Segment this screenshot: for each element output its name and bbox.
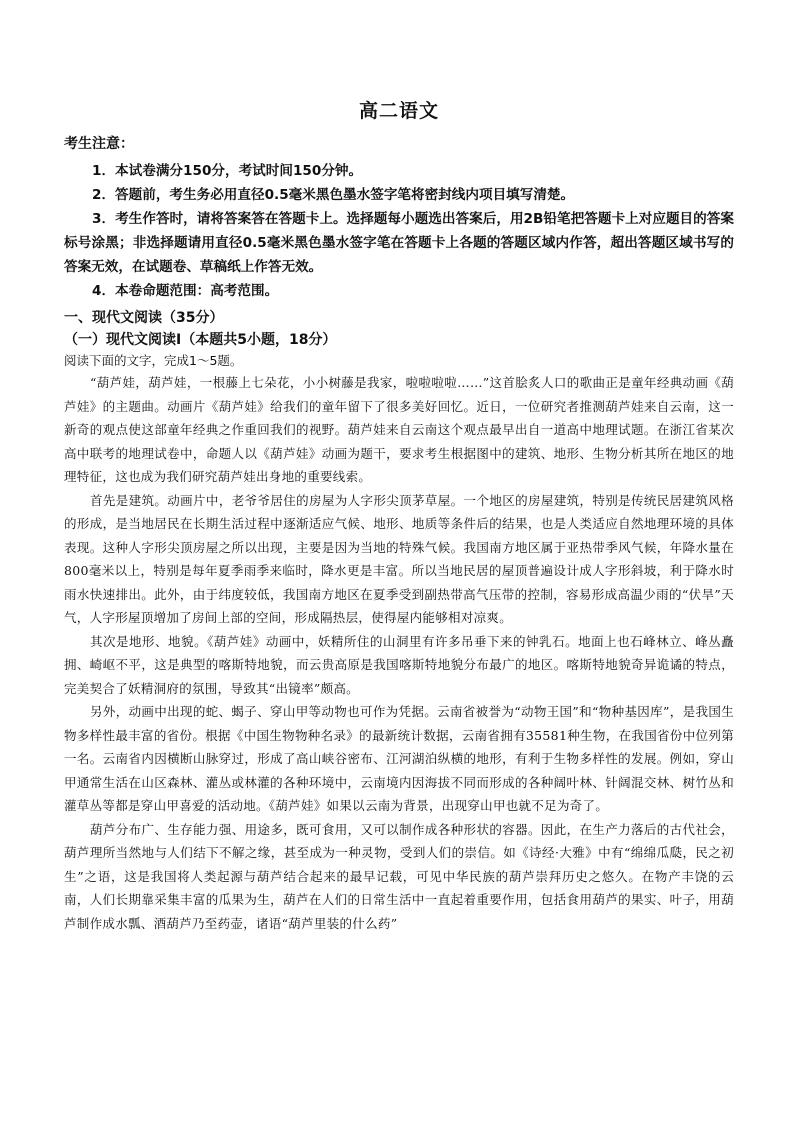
section-heading: 一、现代文阅读（35分） [64, 310, 224, 326]
notice-item: 1．本试卷满分150分，考试时间150分钟。 [92, 163, 363, 179]
passage-paragraph: “葫芦娃，葫芦娃，一根藤上七朵花，小小树藤是我家，啦啦啦啦……”这首脍炙人口的歌曲正是童年经典动画《葫芦娃》的主题曲。动画片《葫芦娃》给我们的童年留下了很多美好回忆。近日，一位研究者推测葫芦娃来自云南，这一新奇的观点使这部童年经典之作重回我们的视野。葫芦娃来自云南这个观点最早出自一道高中地理试题。在浙江省某次高中联考的地理试卷中，命题人以《葫芦娃》动画为题干，要求考生根据图中的建筑、地形、生物分析其所在地区的地理特征，这也成为我们研究葫芦娃出身地的重要线索。 [64, 375, 734, 484]
passage-paragraph: 另外，动画中出现的蛇、蝎子、穿山甲等动物也可作为凭据。云南省被誉为“动物王国”和“物种基因库”，是我国生物多样性最丰富的省份。根据《中国生物物种名录》的最新统计数据，云南省拥有35581种生物，在我国省份中位列第一名。云南省内因横断山脉穿过，形成了高山峡谷密布、江河湖泊纵横的地形，有利于生物多样性的发展。例如，穿山甲通常生活在山区森林、灌丛或林灌的各种环境中，云南境内因海拔不同而形成的各种阔叶林、针阔混交林、树竹丛和灌草丛等都是穿山甲喜爱的活动地。《葫芦娃》如果以云南为背景，出现穿山甲也就不足为奇了。 [64, 704, 734, 813]
passage-paragraph: 葫芦分布广、生存能力强、用途多，既可食用，又可以制作成各种形状的容器。因此，在生产力落后的古代社会，葫芦理所当然地与人们结下不解之缘，甚至成为一种灵物，受到人们的崇信。如《诗经·大雅》中有“绵绵瓜瓞，民之初生”之语，这是我国将人类起源与葫芦结合起来的最早记载，可见中华民族的葫芦崇拜历史之悠久。在物产丰饶的云南，人们长期靠采集丰富的瓜果为生，葫芦在人们的日常生活中一直起着重要作用，包括食用葫芦的果实、叶子，用葫芦制作成水瓢、酒葫芦乃至药壶，诸语“葫芦里装的什么药” [64, 821, 734, 931]
exam-page [64, 96, 734, 935]
notice-item: 3．考生作答时，请将答案答在答题卡上。选择题每小题选出答案后，用2B铅笔把答题卡上对应题目的答案标号涂黑；非选择题请用直径0.5毫米黑色墨水签字笔在答题卡上各题的答题区域内作答，超出答题区域书写的答案无效，在试题卷、草稿纸上作答无效。 [64, 211, 734, 275]
passage-paragraph: 其次是地形、地貌。《葫芦娃》动画中，妖精所住的山洞里有许多吊垂下来的钟乳石。地面上也石峰林立、峰丛矗拥、崎岖不平，这是典型的喀斯特地貌，而云贵高原是我国喀斯特地貌分布最广的地区。喀斯特地貌奇异诡谲的特点，完美契合了妖精洞府的氛围，导致其“出镜率”颇高。 [64, 633, 734, 696]
notice-heading: 考生注意： [64, 136, 134, 152]
subsection-heading: （一）现代文阅读Ⅰ（本题共5小题，18分） [64, 332, 337, 348]
notice-item: 4．本卷命题范围：高考范围。 [92, 283, 279, 299]
notice-item: 2．答题前，考生务必用直径0.5毫米黑色墨水签字笔将密封线内项目填写清楚。 [92, 187, 575, 203]
reading-passage [64, 371, 734, 935]
notice-list [64, 159, 734, 303]
page-title: 高二语文 [358, 100, 439, 122]
reading-instruction: 阅读下面的文字，完成1～5题。 [64, 353, 243, 368]
passage-paragraph: 首先是建筑。动画片中，老爷爷居住的房屋为人字形尖顶茅草屋。一个地区的房屋建筑，特别是传统民居建筑风格的形成，是当地居民在长期生活过程中逐渐适应气候、地形、地质等条件后的结果，也是人类适应自然地理环境的具体表现。这种人字形尖顶房屋之所以出现，主要是因为当地的特殊气候。我国南方地区属于亚热带季风气候，年降水量在800毫米以上，特别是每年夏季雨季来临时，降水更是丰富。所以当地民居的屋顶普遍设计成人字形斜坡，利于降水时雨水快速排出。此外，由于纬度较低，我国南方地区在夏季受到副热带高气压带的控制，容易形成高温少雨的“伏旱”天气，人字形屋顶增加了房间上部的空间，形成隔热层，使得屋内能够相对凉爽。 [64, 492, 734, 625]
